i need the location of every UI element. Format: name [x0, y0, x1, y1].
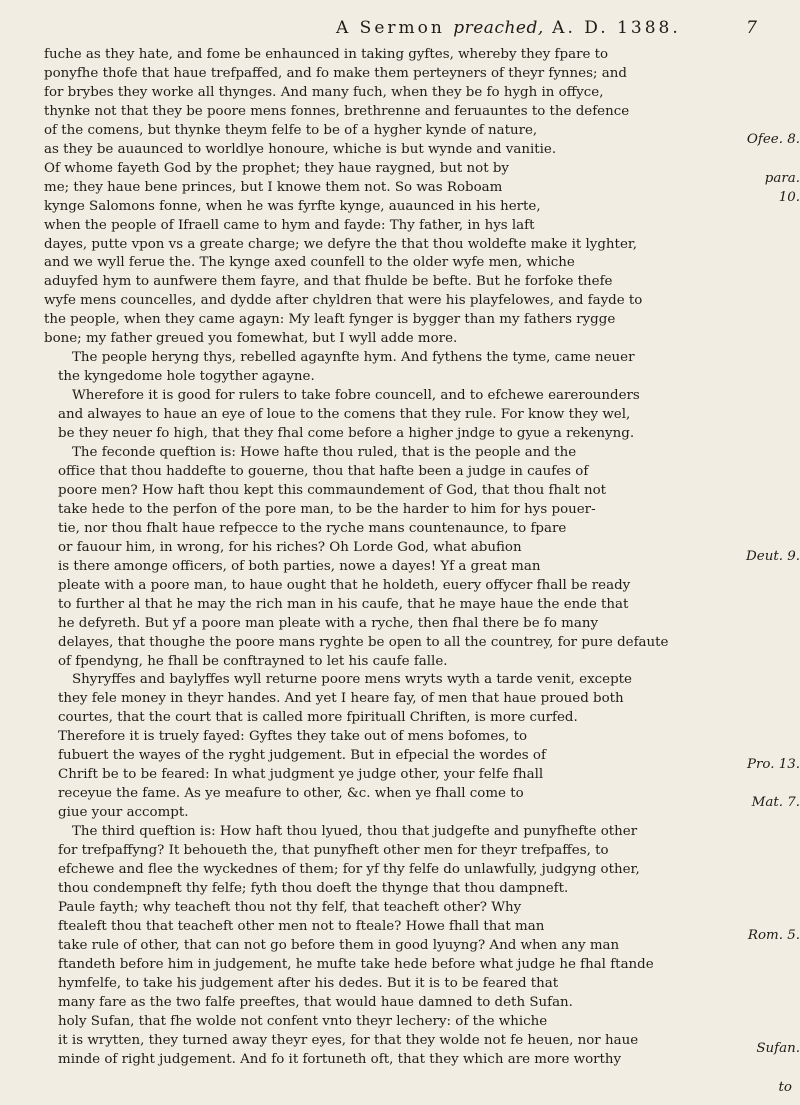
text-line: thou condempneft thy felfe; fyth thou doeft the thynge that thou dampneft. — [58, 880, 569, 896]
text-line: me; they haue bene princes, but I knowe them not. So was Roboam — [44, 179, 503, 195]
text-line: poore men? How haft thou kept this commaundement of God, that thou fhalt not — [58, 482, 607, 498]
text-line: tie, nor thou fhalt haue refpecce to the ryche mans countenaunce, to fpare — [58, 520, 567, 536]
text-line: delayes, that thoughe the poore mans ryghte be open to all the countrey, for pure defaute — [58, 634, 669, 650]
paragraph — [44, 349, 760, 387]
margin-note-deut: Deut. 9. — [746, 549, 800, 564]
text-line: be they neuer fo high, that they fhal come before a higher jndge to gyue a rekenyng. — [58, 426, 635, 442]
text-line: aduyfed hym to aunfwere them fayre, and that fhulde be befte. But he forfoke thefe — [44, 274, 613, 290]
margin-note-para: para. — [764, 171, 800, 186]
margin-note-susan: Sufan. — [756, 1041, 800, 1056]
text-line: they fele money in theyr handes. And yet I heare fay, of men that haue proued both — [58, 691, 624, 707]
text-line: Therefore it is truely fayed: Gyftes they take out of mens bofomes, to — [58, 729, 528, 745]
text-line: of fpendyng, he fhall be conftrayned to let his caufe falle. — [58, 653, 448, 669]
text-line: the kyngedome hole togyther agayne. — [58, 369, 315, 385]
text-line: fuche as they hate, and fome be enhaunced in taking gyftes, whereby they fpare to — [44, 47, 609, 62]
text-line: it is wrytten, they turned away theyr eyes, for that they wolde not fe heuen, nor haue — [58, 1032, 639, 1048]
text-line: is there amonge officers, of both parties, nowe a dayes! Yf a great man — [58, 558, 541, 574]
text-line: The people heryng thys, rebelled agaynfte hym. And fythens the tyme, came neuer — [72, 350, 635, 366]
text-line: hymfelfe, to take his judgement after his dedes. But it is to be feared that — [58, 975, 559, 991]
text-line: or fauour him, in wrong, for his riches? Oh Lorde God, what abufion — [58, 539, 522, 555]
text-line: dayes, putte vpon vs a greate charge; we defyre the that thou woldefte make it lyghter, — [44, 236, 638, 252]
paragraph — [44, 387, 760, 444]
margin-note-mat: Mat. 7. — [751, 795, 800, 810]
text-line: fubuert the wayes of the ryght judgement. But in efpecial the wordes of — [58, 748, 546, 764]
running-title — [336, 18, 681, 38]
margin-note-osee: Ofee. 8. — [746, 132, 800, 147]
text-line: to further al that he may the rich man in his caufe, that he maye haue the ende that — [58, 596, 629, 612]
paragraph — [44, 444, 760, 671]
text-line: holy Sufan, that fhe wolde not confent vnto theyr lechery: of the whiche — [58, 1013, 548, 1029]
running-head — [44, 18, 760, 46]
margin-note-pro: Pro. 13. — [746, 757, 800, 772]
text-line: Wherefore it is good for rulers to take fobre councell, and to efchewe earerounders — [72, 388, 640, 404]
text-line: ftealeft thou that teacheft other men not to fteale? Howe fhall that man — [58, 918, 545, 934]
text-line: the people, when they came agayn: My leaft fynger is bygger than my fathers rygge — [44, 312, 616, 328]
text-line: courtes, that the court that is called more fpirituall Chriften, is more curfed. — [58, 710, 578, 726]
text-line: as they be auaunced to worldlye honoure, whiche is but wynde and vanitie. — [44, 141, 557, 157]
text-line: efchewe and flee the wyckednes of them; for yf thy felfe do unlawfully, judgyng other, — [58, 861, 640, 877]
text-line: receyue the fame. As ye meafure to other, &c. when ye fhall come to — [58, 786, 524, 802]
text-line: Paule fayth; why teacheft thou not thy felf, that teacheft other? Why — [58, 899, 522, 915]
text-line: ftandeth before him in judgement, he mufte take hede before what judge he fhal ftande — [58, 956, 654, 972]
text-line: The feconde queftion is: Howe hafte thou ruled, that is the people and the — [72, 445, 577, 461]
text-line: he defyreth. But yf a poore man pleate with a ryche, then fhal there be fo many — [58, 615, 599, 631]
text-line: wyfe mens councelles, and dydde after chyldren that were his playfelowes, and fayde to — [44, 293, 643, 309]
running-title-italic: preached, — [453, 18, 544, 38]
text-line: minde of right judgement. And fo it fortuneth oft, that they which are more worthy — [58, 1051, 622, 1067]
text-line: Chrift be to be feared: In what judgment ye judge other, your felfe fhall — [58, 767, 544, 783]
text-line: office that thou haddefte to gouerne, thou that hafte been a judge in caufes of — [58, 463, 589, 479]
text-line: ponyfhe thofe that haue trefpaffed, and fo make them perteyners of theyr fynnes; and — [44, 65, 627, 81]
text-line: take rule of other, that can not go before them in good lyuyng? And when any man — [58, 937, 620, 953]
running-title-date: A. D. 1388. — [552, 18, 681, 38]
page-number: 7 — [746, 18, 760, 38]
text-line: kynge Salomons fonne, when he was fyrfte kynge, auaunced in his herte, — [44, 198, 541, 214]
margin-note-rom: Rom. 5. — [747, 928, 800, 943]
paragraph — [44, 671, 760, 823]
text-line: The third queftion is: How haft thou lyued, thou that judgefte and punyfhefte other — [72, 824, 638, 840]
text-line: thynke not that they be poore mens fonnes, brethrenne and feruauntes to the defence — [44, 103, 630, 119]
text-line: many fare as the two falfe preeftes, that would haue damned to deth Sufan. — [58, 994, 573, 1010]
text-line: bone; my father greued you fomewhat, but I wyll adde more. — [44, 331, 458, 347]
paragraph — [44, 823, 760, 1069]
margin-note-ten: 10. — [778, 190, 800, 205]
text-line: for trefpaffyng? It behoueth the, that punyfheft other men for theyr trefpaffes, to — [58, 843, 609, 859]
sermon-text — [44, 46, 760, 1069]
text-line: Shyryffes and baylyffes wyll returne poore mens wryts wyth a tarde venit, excepte — [72, 672, 632, 688]
text-line: take hede to the perfon of the pore man, to be the harder to him for hys pouer- — [58, 501, 596, 517]
text-line: Of whome fayeth God by the prophet; they haue raygned, but not by — [44, 160, 509, 176]
text-line: when the people of Ifraell came to hym and fayde: Thy father, in hys laft — [44, 217, 535, 233]
text-line: and alwayes to haue an eye of loue to the comens that they rule. For know they wel, — [58, 407, 631, 423]
paragraph — [44, 46, 760, 349]
catchword: to — [778, 1080, 792, 1095]
running-title-roman: A Sermon — [336, 18, 445, 38]
text-line: pleate with a poore man, to haue ought that he holdeth, euery offycer fhall be ready — [58, 577, 631, 593]
text-line: giue your accompt. — [58, 805, 189, 821]
text-line: of the comens, but thynke theym felfe to be of a hygher kynde of nature, — [44, 122, 538, 138]
text-line: and we wyll ferue the. The kynge axed counfell to the older wyfe men, whiche — [44, 255, 575, 271]
text-line: for brybes they worke all thynges. And many fuch, when they be fo hygh in offyce, — [44, 84, 604, 100]
